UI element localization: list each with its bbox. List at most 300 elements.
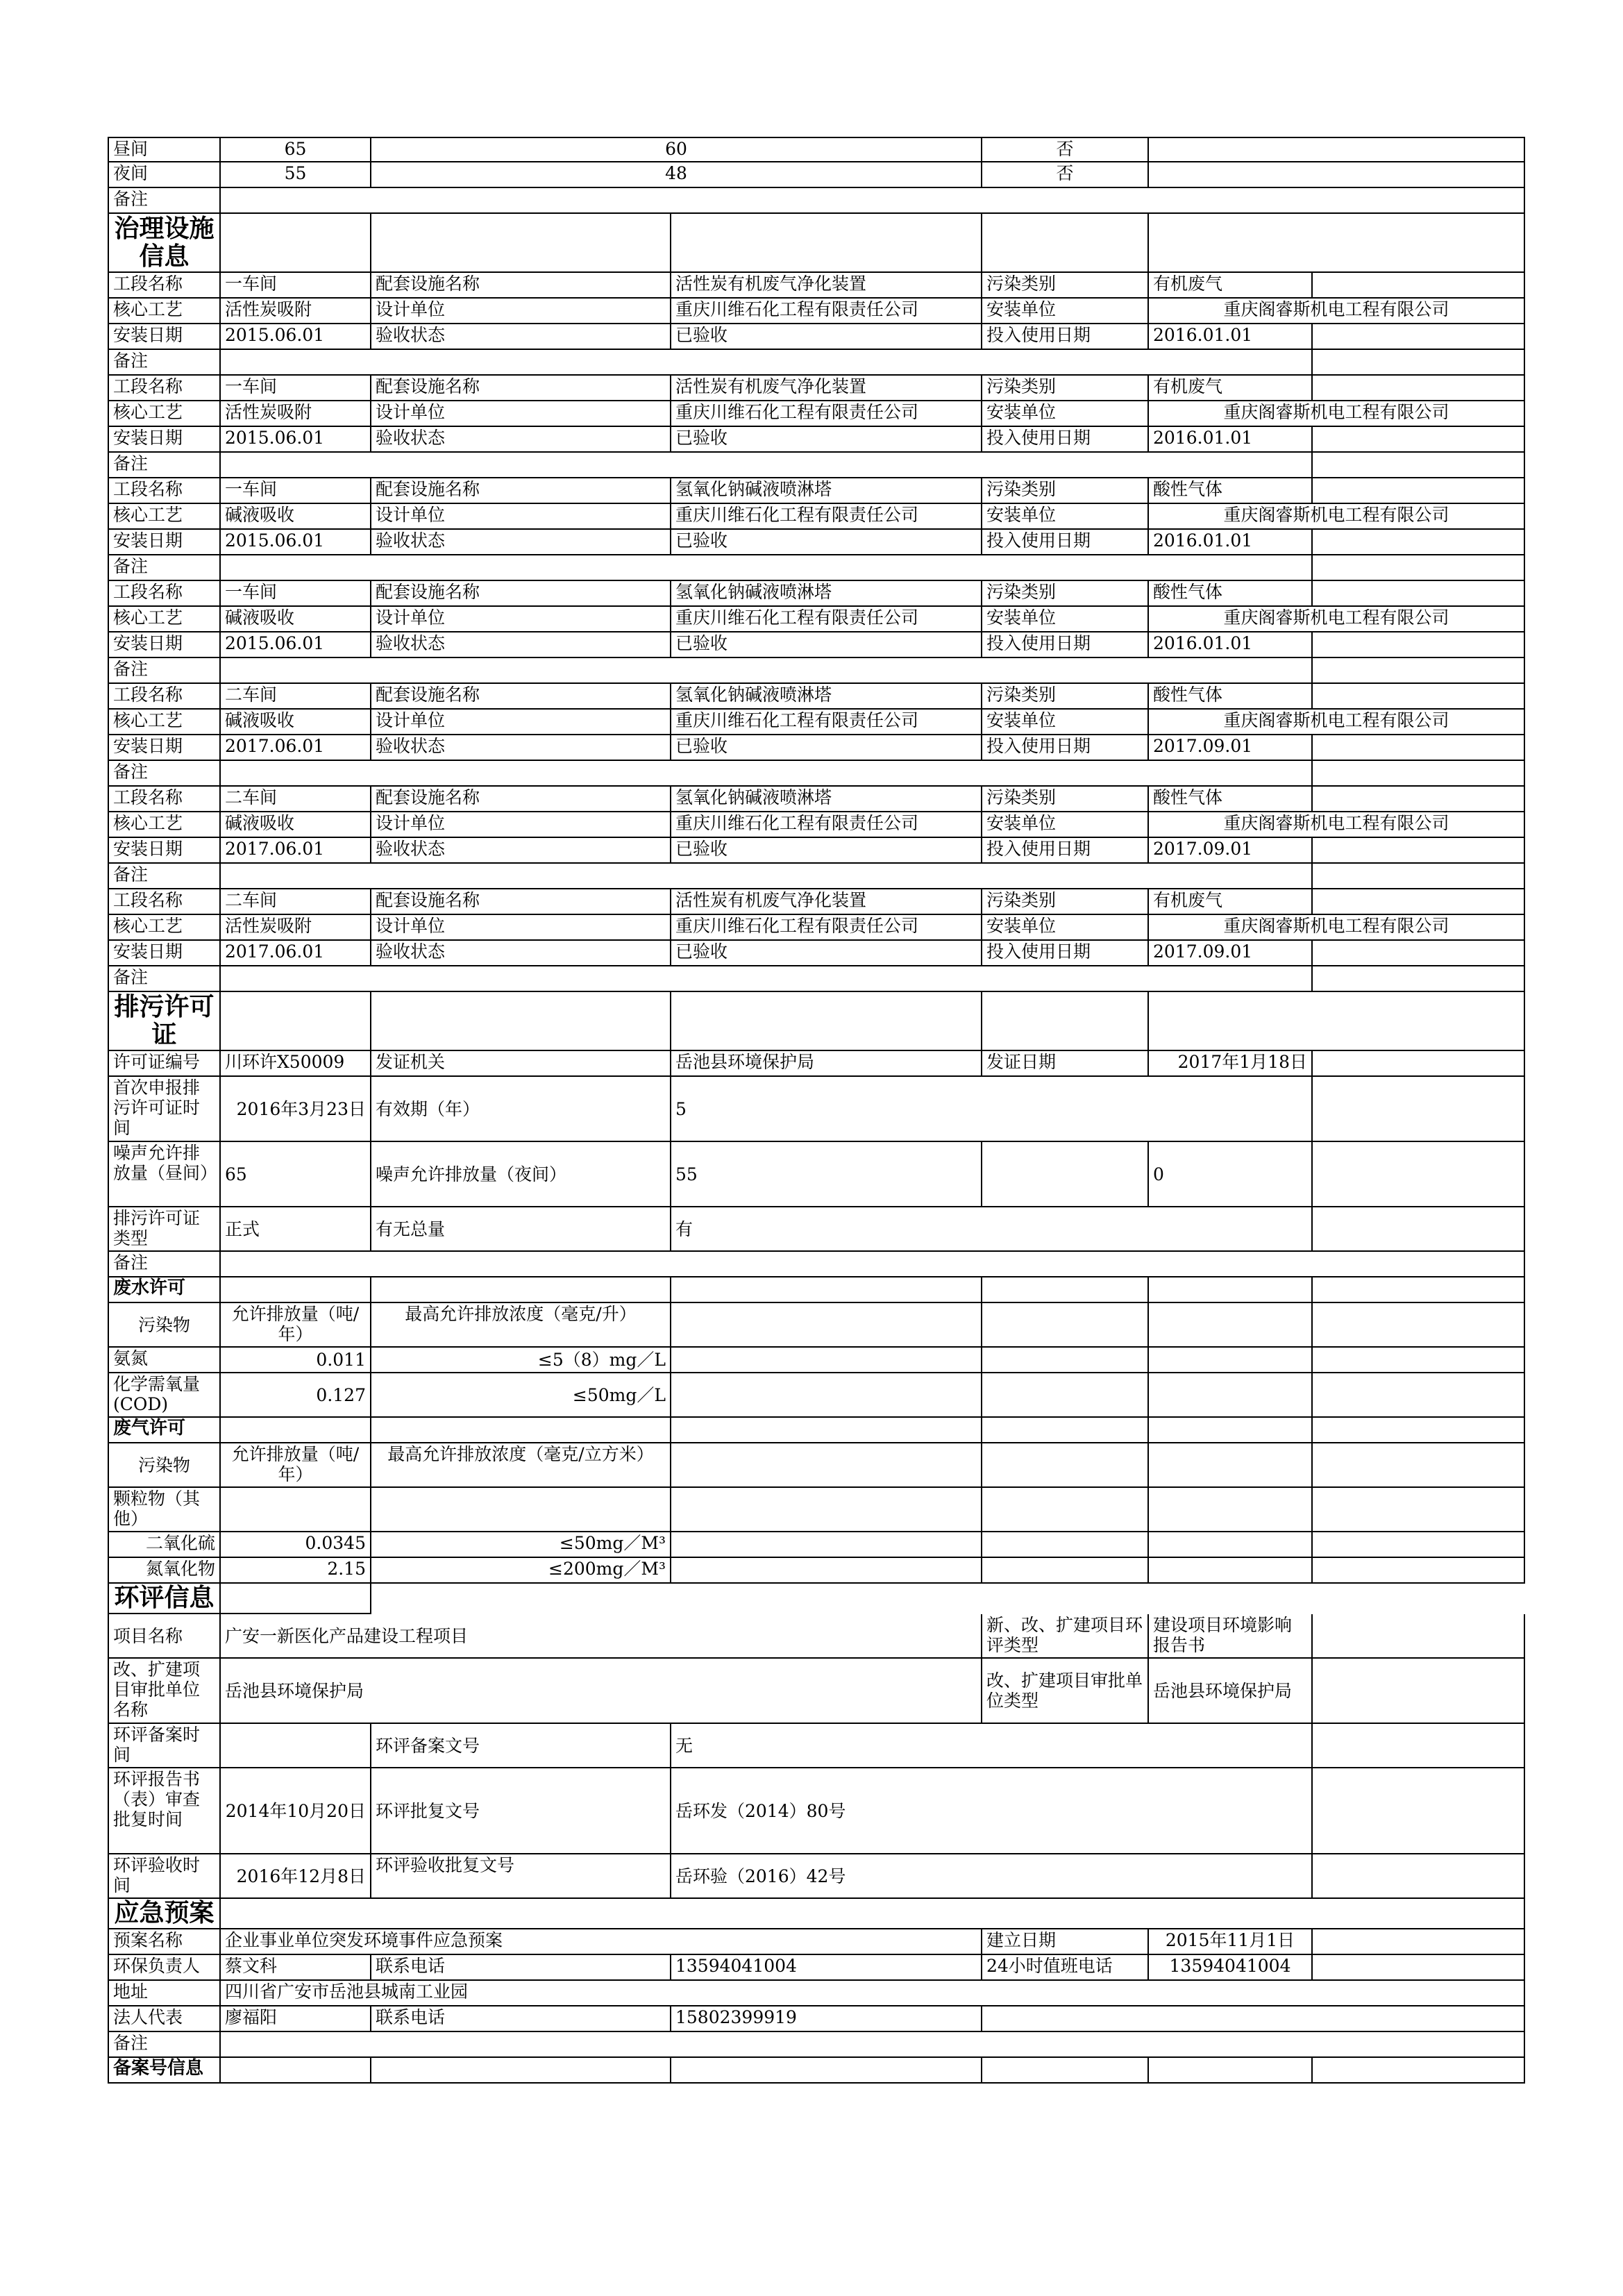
empty-cell xyxy=(1149,162,1525,188)
noise-night-value-1: 55 xyxy=(221,162,371,188)
empty-cell xyxy=(982,2006,1525,2032)
wastewater-row-conc: ≤50mg／L xyxy=(371,1373,671,1418)
facility-status-label: 验收状态 xyxy=(371,735,671,761)
empty-cell xyxy=(982,1142,1149,1207)
empty-cell xyxy=(1149,2058,1313,2084)
facility-use-date: 2017.09.01 xyxy=(1149,735,1313,761)
section-title-permit: 排污许可证 xyxy=(108,992,221,1051)
facility-use-date: 2017.09.01 xyxy=(1149,941,1313,966)
facility-installer: 重庆阁睿斯机电工程有限公司 xyxy=(1149,812,1525,838)
eia-type: 建设项目环境影响报告书 xyxy=(1149,1614,1313,1659)
waste-gas-row-amount: 0.0345 xyxy=(221,1532,371,1558)
facility-equipment-label: 配套设施名称 xyxy=(371,376,671,401)
permit-extra-value: 0 xyxy=(1149,1142,1313,1207)
facility-install-date: 2015.06.01 xyxy=(221,530,371,555)
empty-cell xyxy=(1313,555,1525,581)
empty-cell xyxy=(982,1348,1149,1373)
facility-install-date: 2017.06.01 xyxy=(221,941,371,966)
facility-installer: 重庆阁睿斯机电工程有限公司 xyxy=(1149,401,1525,427)
facility-status: 已验收 xyxy=(671,735,982,761)
facility-status-label: 验收状态 xyxy=(371,530,671,555)
facility-pollution: 酸性气体 xyxy=(1149,787,1313,812)
remark-label: 备注 xyxy=(108,2032,221,2058)
facility-use-date: 2017.09.01 xyxy=(1149,838,1313,864)
empty-cell xyxy=(371,214,671,273)
section-title-facilities: 治理设施信息 xyxy=(108,214,221,273)
empty-cell xyxy=(221,992,371,1051)
facility-status-label: 验收状态 xyxy=(371,941,671,966)
facility-installer: 重庆阁睿斯机电工程有限公司 xyxy=(1149,504,1525,530)
eia-record-no: 无 xyxy=(671,1724,1313,1768)
facility-process-label: 核心工艺 xyxy=(108,504,221,530)
facility-equipment-label: 配套设施名称 xyxy=(371,478,671,504)
facility-section: 二车间 xyxy=(221,787,371,812)
facility-process-label: 核心工艺 xyxy=(108,401,221,427)
permit-noise-day: 65 xyxy=(221,1142,371,1207)
remark-label: 备注 xyxy=(108,864,221,889)
noise-night-label: 夜间 xyxy=(108,162,221,188)
remark-value xyxy=(221,966,1313,992)
empty-cell xyxy=(1313,761,1525,787)
permit-noise-night: 55 xyxy=(671,1142,982,1207)
facility-process-label: 核心工艺 xyxy=(108,915,221,941)
remark-label: 备注 xyxy=(108,761,221,787)
noise-night-value-3: 否 xyxy=(982,162,1149,188)
remark-value xyxy=(221,555,1313,581)
emergency-legal-label: 法人代表 xyxy=(108,2006,221,2032)
noise-night-value-2: 48 xyxy=(371,162,982,188)
facility-pollution-label: 污染类别 xyxy=(982,684,1149,710)
empty-cell xyxy=(671,992,982,1051)
empty-cell xyxy=(1313,350,1525,376)
empty-cell xyxy=(982,1488,1149,1532)
emergency-legal-phone: 15802399919 xyxy=(671,2006,982,2032)
waste-gas-title: 废气许可 xyxy=(108,1418,221,1443)
facility-status: 已验收 xyxy=(671,941,982,966)
facility-designer-label: 设计单位 xyxy=(371,401,671,427)
facility-designer: 重庆川维石化工程有限责任公司 xyxy=(671,607,982,632)
facility-status: 已验收 xyxy=(671,324,982,350)
empty-cell xyxy=(1313,1348,1525,1373)
facility-equipment-label: 配套设施名称 xyxy=(371,889,671,915)
empty-cell xyxy=(371,1418,671,1443)
facility-designer-label: 设计单位 xyxy=(371,504,671,530)
facility-use-date: 2016.01.01 xyxy=(1149,427,1313,453)
facility-equipment-label: 配套设施名称 xyxy=(371,581,671,607)
eia-type-label: 新、改、扩建项目环评类型 xyxy=(982,1614,1149,1659)
remark-value xyxy=(221,453,1313,478)
wastewater-col-conc: 最高允许排放浓度（毫克/升） xyxy=(371,1303,671,1348)
empty-cell xyxy=(1313,1277,1525,1303)
facility-installer: 重庆阁睿斯机电工程有限公司 xyxy=(1149,299,1525,324)
wastewater-row-conc: ≤5（8）mg／L xyxy=(371,1348,671,1373)
empty-cell xyxy=(1149,1348,1313,1373)
empty-cell xyxy=(1313,889,1525,915)
facility-installer: 重庆阁睿斯机电工程有限公司 xyxy=(1149,710,1525,735)
facility-pollution-label: 污染类别 xyxy=(982,787,1149,812)
waste-gas-row-conc: ≤200mg／M³ xyxy=(371,1558,671,1584)
facility-equipment: 氢氧化钠碱液喷淋塔 xyxy=(671,787,982,812)
empty-cell xyxy=(1149,992,1525,1051)
facility-install-date-label: 安装日期 xyxy=(108,530,221,555)
empty-cell xyxy=(1149,1443,1313,1488)
facility-use-date-label: 投入使用日期 xyxy=(982,941,1149,966)
remark-value xyxy=(221,188,1525,214)
empty-cell xyxy=(1313,1077,1525,1142)
waste-gas-col-pollutant: 污染物 xyxy=(108,1443,221,1488)
facility-install-date-label: 安装日期 xyxy=(108,941,221,966)
permit-authority: 岳池县环境保护局 xyxy=(671,1051,982,1077)
facility-install-date-label: 安装日期 xyxy=(108,838,221,864)
facility-installer-label: 安装单位 xyxy=(982,915,1149,941)
noise-day-value-1: 65 xyxy=(221,137,371,162)
wastewater-title: 废水许可 xyxy=(108,1277,221,1303)
facility-installer-label: 安装单位 xyxy=(982,299,1149,324)
facility-equipment: 活性炭有机废气净化装置 xyxy=(671,889,982,915)
facility-installer-label: 安装单位 xyxy=(982,710,1149,735)
permit-validity: 5 xyxy=(671,1077,1313,1142)
facility-status-label: 验收状态 xyxy=(371,324,671,350)
facility-process: 活性炭吸附 xyxy=(221,299,371,324)
remark-value xyxy=(221,1252,1525,1277)
permit-total: 有 xyxy=(671,1207,1313,1252)
eia-project-label: 项目名称 xyxy=(108,1614,221,1659)
emergency-address-label: 地址 xyxy=(108,1981,221,2006)
empty-cell xyxy=(1313,273,1525,299)
facility-section-label: 工段名称 xyxy=(108,581,221,607)
facility-equipment-label: 配套设施名称 xyxy=(371,787,671,812)
emergency-duty-label: 24小时值班电话 xyxy=(982,1955,1149,1981)
eia-approver-label: 改、扩建项目审批单位名称 xyxy=(108,1659,221,1724)
eia-record-no-label: 环评备案文号 xyxy=(371,1724,671,1768)
facility-pollution: 酸性气体 xyxy=(1149,581,1313,607)
empty-cell xyxy=(1313,1418,1525,1443)
facility-equipment: 氢氧化钠碱液喷淋塔 xyxy=(671,478,982,504)
empty-cell xyxy=(1313,838,1525,864)
empty-cell xyxy=(671,1418,982,1443)
waste-gas-row-name: 二氧化硫 xyxy=(108,1532,221,1558)
facility-equipment-label: 配套设施名称 xyxy=(371,684,671,710)
empty-cell xyxy=(982,2058,1149,2084)
remark-label: 备注 xyxy=(108,453,221,478)
facility-status-label: 验收状态 xyxy=(371,427,671,453)
record-info-title: 备案号信息 xyxy=(108,2058,221,2084)
empty-cell xyxy=(221,1277,371,1303)
waste-gas-row-conc: ≤50mg／M³ xyxy=(371,1532,671,1558)
empty-cell xyxy=(671,1373,982,1418)
empty-cell xyxy=(1313,1659,1525,1724)
emergency-address: 四川省广安市岳池县城南工业园 xyxy=(221,1981,1525,2006)
empty-cell xyxy=(671,1488,982,1532)
facility-pollution-label: 污染类别 xyxy=(982,581,1149,607)
empty-cell xyxy=(1149,1373,1313,1418)
empty-cell xyxy=(1313,1854,1525,1899)
facility-pollution-label: 污染类别 xyxy=(982,478,1149,504)
empty-cell xyxy=(982,1558,1149,1584)
facility-process: 碱液吸收 xyxy=(221,607,371,632)
empty-cell xyxy=(1149,1488,1313,1532)
emergency-duty-phone: 13594041004 xyxy=(1149,1955,1313,1981)
facility-section: 一车间 xyxy=(221,478,371,504)
empty-cell xyxy=(671,1558,982,1584)
permit-first-date: 2016年3月23日 xyxy=(221,1077,371,1142)
eia-record-time xyxy=(221,1724,371,1768)
empty-cell xyxy=(1313,1051,1525,1077)
facility-pollution-label: 污染类别 xyxy=(982,889,1149,915)
waste-gas-row-amount xyxy=(221,1488,371,1532)
remark-value xyxy=(221,350,1313,376)
section-title-emergency: 应急预案 xyxy=(108,1899,221,1929)
facility-process-label: 核心工艺 xyxy=(108,812,221,838)
facility-section: 二车间 xyxy=(221,684,371,710)
empty-cell xyxy=(1313,1443,1525,1488)
facility-status-label: 验收状态 xyxy=(371,838,671,864)
wastewater-row-name: 化学需氧量(COD) xyxy=(108,1373,221,1418)
noise-day-label: 昼间 xyxy=(108,137,221,162)
facility-section: 一车间 xyxy=(221,273,371,299)
facility-pollution: 有机废气 xyxy=(1149,889,1313,915)
empty-cell xyxy=(221,2058,371,2084)
permit-type: 正式 xyxy=(221,1207,371,1252)
emergency-phone-label: 联系电话 xyxy=(371,1955,671,1981)
facility-installer-label: 安装单位 xyxy=(982,401,1149,427)
facility-designer: 重庆川维石化工程有限责任公司 xyxy=(671,299,982,324)
facility-install-date: 2017.06.01 xyxy=(221,735,371,761)
empty-cell xyxy=(671,1443,982,1488)
remark-label: 备注 xyxy=(108,188,221,214)
empty-cell xyxy=(1313,1532,1525,1558)
emergency-officer-label: 环保负责人 xyxy=(108,1955,221,1981)
permit-noise-night-label: 噪声允许排放量（夜间） xyxy=(371,1142,671,1207)
facility-install-date-label: 安装日期 xyxy=(108,735,221,761)
facility-section-label: 工段名称 xyxy=(108,684,221,710)
noise-day-value-3: 否 xyxy=(982,137,1149,162)
noise-day-value-2: 60 xyxy=(371,137,982,162)
facility-pollution: 酸性气体 xyxy=(1149,684,1313,710)
facility-status: 已验收 xyxy=(671,632,982,658)
facility-install-date: 2015.06.01 xyxy=(221,324,371,350)
empty-cell xyxy=(1313,1142,1525,1207)
emergency-plan: 企业事业单位突发环境事件应急预案 xyxy=(221,1929,982,1955)
waste-gas-row-amount: 2.15 xyxy=(221,1558,371,1584)
eia-check-time: 2016年12月8日 xyxy=(221,1854,371,1899)
facility-designer-label: 设计单位 xyxy=(371,710,671,735)
empty-cell xyxy=(671,214,982,273)
facility-installer-label: 安装单位 xyxy=(982,607,1149,632)
empty-cell xyxy=(221,1584,371,1614)
facility-process: 碱液吸收 xyxy=(221,710,371,735)
empty-cell xyxy=(1149,137,1525,162)
permit-no: 川环许X50009 xyxy=(221,1051,371,1077)
remark-label: 备注 xyxy=(108,350,221,376)
empty-cell xyxy=(1149,1558,1313,1584)
empty-cell xyxy=(671,1532,982,1558)
eia-record-time-label: 环评备案时间 xyxy=(108,1724,221,1768)
remark-value xyxy=(221,864,1313,889)
wastewater-row-amount: 0.127 xyxy=(221,1373,371,1418)
eia-approver: 岳池县环境保护局 xyxy=(221,1659,982,1724)
empty-cell xyxy=(1313,1488,1525,1532)
facility-designer-label: 设计单位 xyxy=(371,915,671,941)
empty-cell xyxy=(371,2058,671,2084)
facility-use-date: 2016.01.01 xyxy=(1149,530,1313,555)
empty-cell xyxy=(221,1418,371,1443)
facility-install-date: 2015.06.01 xyxy=(221,632,371,658)
empty-cell xyxy=(982,1277,1149,1303)
facility-use-date-label: 投入使用日期 xyxy=(982,632,1149,658)
facility-process-label: 核心工艺 xyxy=(108,607,221,632)
facility-designer-label: 设计单位 xyxy=(371,607,671,632)
empty-cell xyxy=(1313,478,1525,504)
facility-use-date: 2016.01.01 xyxy=(1149,324,1313,350)
empty-cell xyxy=(1313,1373,1525,1418)
eia-check-no-label: 环评验收批复文号 xyxy=(371,1854,671,1899)
empty-cell xyxy=(1313,427,1525,453)
eia-report-time: 2014年10月20日 xyxy=(221,1768,371,1854)
facility-equipment: 氢氧化钠碱液喷淋塔 xyxy=(671,581,982,607)
empty-cell xyxy=(1313,453,1525,478)
empty-cell xyxy=(1149,1277,1313,1303)
facility-designer: 重庆川维石化工程有限责任公司 xyxy=(671,504,982,530)
facility-install-date-label: 安装日期 xyxy=(108,427,221,453)
facility-pollution-label: 污染类别 xyxy=(982,273,1149,299)
permit-validity-label: 有效期（年） xyxy=(371,1077,671,1142)
wastewater-col-pollutant: 污染物 xyxy=(108,1303,221,1348)
empty-cell xyxy=(221,214,371,273)
facility-equipment: 氢氧化钠碱液喷淋塔 xyxy=(671,684,982,710)
empty-cell xyxy=(982,1443,1149,1488)
facility-pollution: 有机废气 xyxy=(1149,273,1313,299)
waste-gas-col-conc: 最高允许排放浓度（毫克/立方米） xyxy=(371,1443,671,1488)
empty-cell xyxy=(1313,581,1525,607)
facility-install-date-label: 安装日期 xyxy=(108,632,221,658)
permit-issue-date: 2017年1月18日 xyxy=(1149,1051,1313,1077)
waste-gas-col-amount: 允许排放量（吨/年） xyxy=(221,1443,371,1488)
remark-label: 备注 xyxy=(108,966,221,992)
facility-process: 活性炭吸附 xyxy=(221,915,371,941)
empty-cell xyxy=(1313,376,1525,401)
remark-label: 备注 xyxy=(108,555,221,581)
empty-cell xyxy=(1313,1614,1525,1659)
environmental-info-sheet xyxy=(108,137,1525,2247)
permit-issue-label: 发证日期 xyxy=(982,1051,1149,1077)
emergency-date: 2015年11月1日 xyxy=(1149,1929,1313,1955)
empty-cell xyxy=(982,992,1149,1051)
facility-designer-label: 设计单位 xyxy=(371,299,671,324)
waste-gas-row-name: 颗粒物（其他） xyxy=(108,1488,221,1532)
waste-gas-row-name: 氮氧化物 xyxy=(108,1558,221,1584)
empty-cell xyxy=(1313,1558,1525,1584)
facility-designer: 重庆川维石化工程有限责任公司 xyxy=(671,812,982,838)
facility-designer: 重庆川维石化工程有限责任公司 xyxy=(671,915,982,941)
empty-cell xyxy=(1313,324,1525,350)
empty-cell xyxy=(371,1277,671,1303)
facility-equipment: 活性炭有机废气净化装置 xyxy=(671,376,982,401)
eia-reply-no-label: 环评批复文号 xyxy=(371,1768,671,1854)
facility-use-date-label: 投入使用日期 xyxy=(982,735,1149,761)
eia-check-time-label: 环评验收时间 xyxy=(108,1854,221,1899)
facility-section-label: 工段名称 xyxy=(108,376,221,401)
emergency-officer: 蔡文科 xyxy=(221,1955,371,1981)
permit-first-label: 首次申报排污许可证时间 xyxy=(108,1077,221,1142)
eia-reply-no: 岳环发（2014）80号 xyxy=(671,1768,1313,1854)
empty-cell xyxy=(982,1532,1149,1558)
remark-value xyxy=(221,761,1313,787)
empty-cell xyxy=(982,1418,1149,1443)
facility-install-date: 2017.06.01 xyxy=(221,838,371,864)
facility-process-label: 核心工艺 xyxy=(108,299,221,324)
facility-designer: 重庆川维石化工程有限责任公司 xyxy=(671,401,982,427)
empty-cell xyxy=(1313,864,1525,889)
facility-install-date-label: 安装日期 xyxy=(108,324,221,350)
facility-designer-label: 设计单位 xyxy=(371,812,671,838)
facility-status: 已验收 xyxy=(671,530,982,555)
wastewater-row-amount: 0.011 xyxy=(221,1348,371,1373)
empty-cell xyxy=(1313,1303,1525,1348)
empty-cell xyxy=(1313,1955,1525,1981)
permit-type-label: 排污许可证类型 xyxy=(108,1207,221,1252)
empty-cell xyxy=(671,2058,982,2084)
empty-cell xyxy=(371,992,671,1051)
facility-process: 碱液吸收 xyxy=(221,812,371,838)
facility-installer-label: 安装单位 xyxy=(982,812,1149,838)
remark-value xyxy=(221,2032,1525,2058)
waste-gas-row-conc xyxy=(371,1488,671,1532)
facility-installer: 重庆阁睿斯机电工程有限公司 xyxy=(1149,607,1525,632)
empty-cell xyxy=(1313,941,1525,966)
facility-section-label: 工段名称 xyxy=(108,889,221,915)
facility-section-label: 工段名称 xyxy=(108,787,221,812)
facility-section: 一车间 xyxy=(221,376,371,401)
empty-cell xyxy=(982,1303,1149,1348)
empty-cell xyxy=(1313,966,1525,992)
facility-equipment: 活性炭有机废气净化装置 xyxy=(671,273,982,299)
facility-designer: 重庆川维石化工程有限责任公司 xyxy=(671,710,982,735)
empty-cell xyxy=(671,1277,982,1303)
facility-status: 已验收 xyxy=(671,427,982,453)
wastewater-col-amount: 允许排放量（吨/年） xyxy=(221,1303,371,1348)
facility-use-date-label: 投入使用日期 xyxy=(982,838,1149,864)
facility-use-date-label: 投入使用日期 xyxy=(982,427,1149,453)
eia-unit-type: 岳池县环境保护局 xyxy=(1149,1659,1313,1724)
emergency-date-label: 建立日期 xyxy=(982,1929,1149,1955)
empty-cell xyxy=(671,1348,982,1373)
permit-noise-day-label: 噪声允许排放量（昼间） xyxy=(108,1142,221,1207)
facility-section: 二车间 xyxy=(221,889,371,915)
emergency-legal: 廖福阳 xyxy=(221,2006,371,2032)
permit-total-label: 有无总量 xyxy=(371,1207,671,1252)
empty-cell xyxy=(1313,787,1525,812)
eia-project: 广安一新医化产品建设工程项目 xyxy=(221,1614,982,1659)
facility-installer: 重庆阁睿斯机电工程有限公司 xyxy=(1149,915,1525,941)
facility-install-date: 2015.06.01 xyxy=(221,427,371,453)
emergency-plan-label: 预案名称 xyxy=(108,1929,221,1955)
empty-cell xyxy=(1149,214,1525,273)
facility-section-label: 工段名称 xyxy=(108,478,221,504)
eia-check-no: 岳环验（2016）42号 xyxy=(671,1854,1313,1899)
empty-cell xyxy=(1149,1303,1313,1348)
eia-unit-type-label: 改、扩建项目审批单位类型 xyxy=(982,1659,1149,1724)
empty-cell xyxy=(1313,684,1525,710)
facility-pollution-label: 污染类别 xyxy=(982,376,1149,401)
empty-cell xyxy=(1313,1724,1525,1768)
facility-use-date-label: 投入使用日期 xyxy=(982,530,1149,555)
facility-process: 活性炭吸附 xyxy=(221,401,371,427)
facility-use-date: 2016.01.01 xyxy=(1149,632,1313,658)
empty-cell xyxy=(1313,632,1525,658)
remark-label: 备注 xyxy=(108,1252,221,1277)
empty-cell xyxy=(1313,2058,1525,2084)
